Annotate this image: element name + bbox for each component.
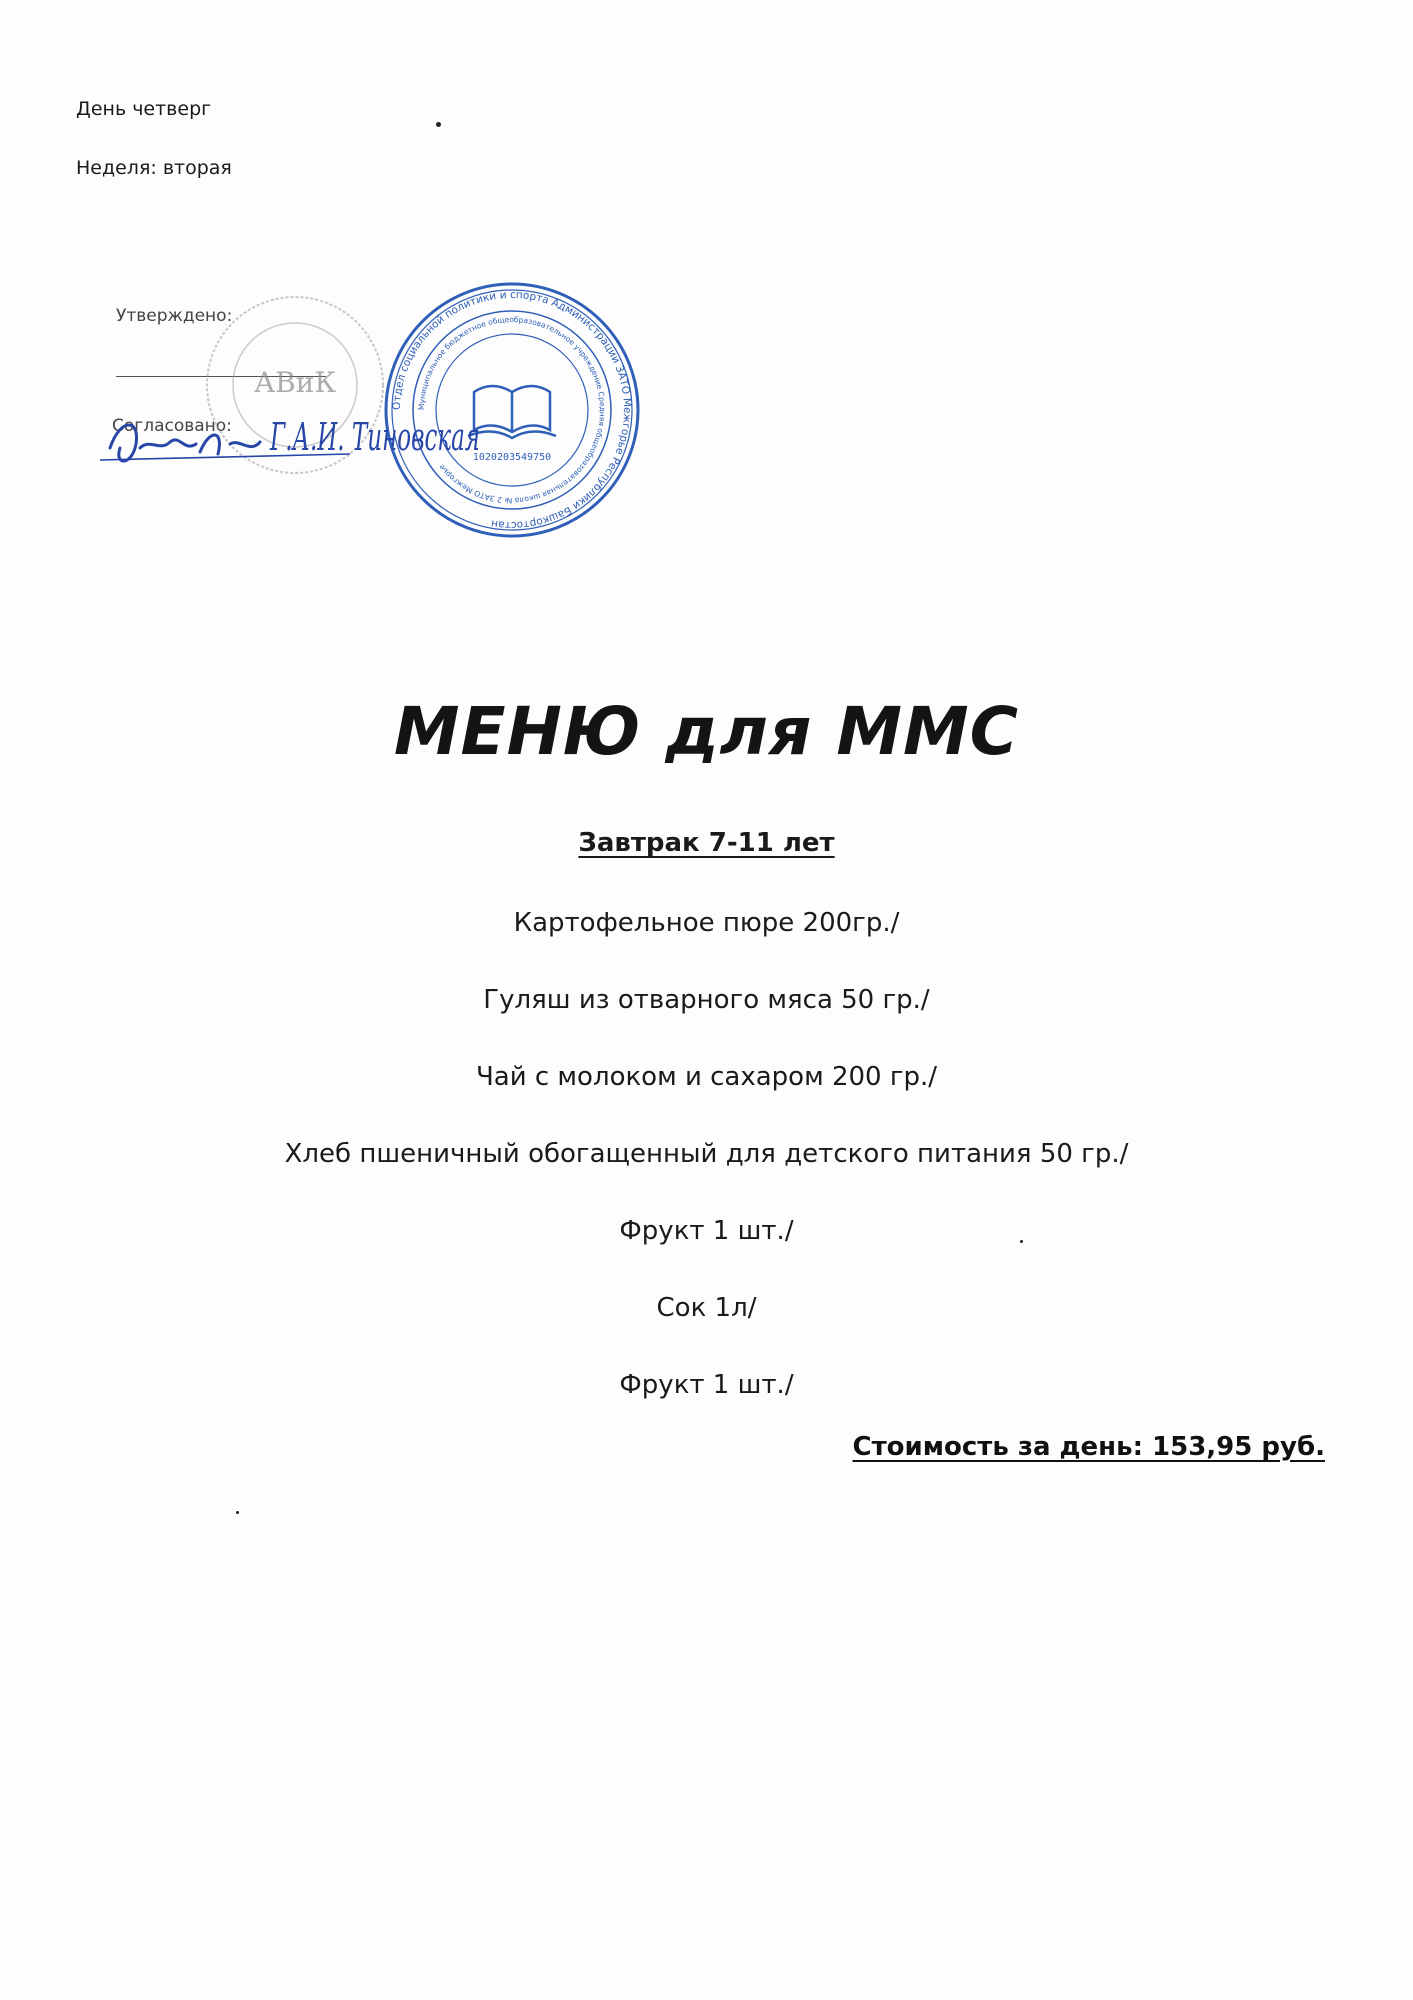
stamp-outer-text: Отдел социальной политики и спорта Администрации ЗАТО Межгорье Республики Башкортостан [390,288,634,532]
scan-speck [236,1511,239,1514]
menu-item: Картофельное пюре 200гр./ [513,908,900,938]
menu-item: Фрукт 1 шт./ [619,1370,794,1400]
signature-text: Г.А.И. Тиновская [269,415,480,459]
menu-item: Фрукт 1 шт./ [619,1216,794,1246]
scan-speck [436,122,441,127]
svg-text:АВиК: АВиК [253,366,337,399]
week-label: Неделя: вторая [76,157,232,179]
agreed-label: Согласовано: [112,416,232,436]
menu-item: Сок 1л/ [656,1293,757,1323]
daily-cost: Стоимость за день: 153,95 руб. [852,1432,1325,1462]
menu-item-list [0,902,1413,1441]
menu-item: Хлеб пшеничный обогащенный для детского питания 50 гр./ [284,1139,1129,1169]
menu-item: Гуляш из отварного мяса 50 гр./ [483,985,930,1015]
scan-speck [1020,1240,1023,1243]
day-label: День четверг [76,98,212,120]
signature [100,408,490,478]
approved-label: Утверждено: [116,306,233,326]
meal-heading: Завтрак 7-11 лет [578,828,835,858]
stamp-inner-text: Муниципальное бюджетное общеобразовательное учреждение Средняя общеобразовательная школа № 2 ЗАТО Межгорье [416,314,608,506]
stamp-number: 1020203549750 [472,452,552,463]
menu-item: Чай с молоком и сахаром 200 гр./ [475,1062,938,1092]
menu-title: МЕНЮ для ММС [393,693,1020,770]
